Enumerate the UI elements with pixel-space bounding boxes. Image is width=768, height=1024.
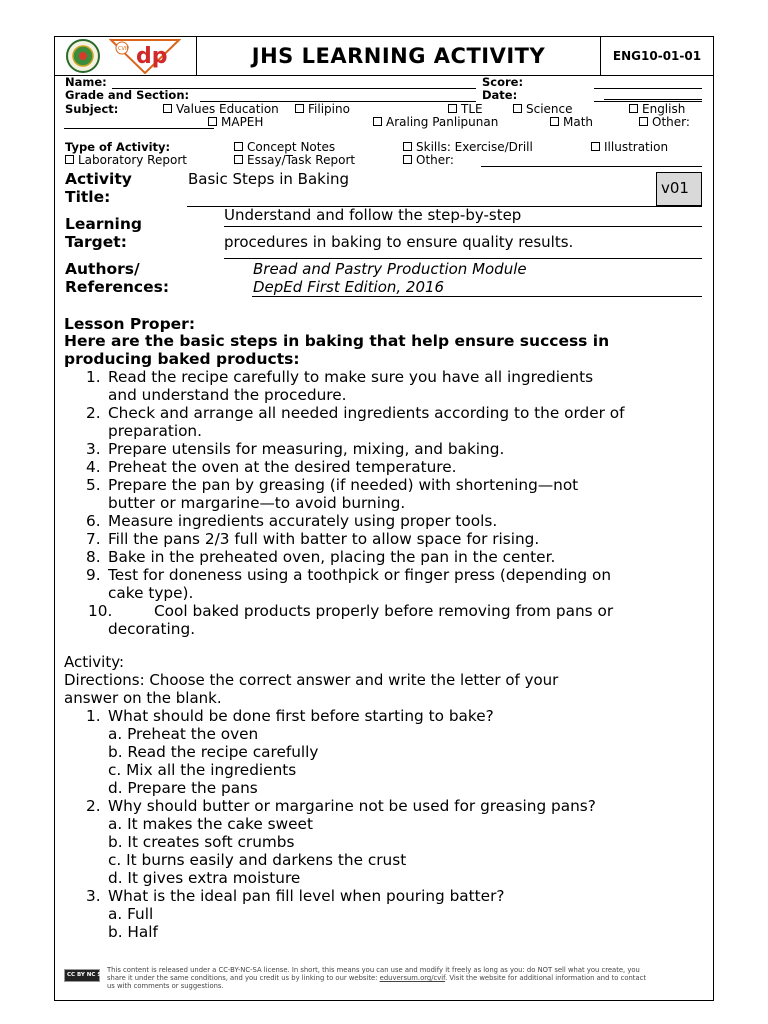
subject-label-text: Araling Panlipunan [386, 115, 499, 129]
subject-label-text: MAPEH [221, 115, 264, 129]
version-box [656, 172, 702, 206]
subject-english[interactable] [629, 102, 685, 116]
type-label-text: Skills: Exercise/Drill [416, 140, 533, 154]
step-number: 6. [86, 512, 101, 530]
step-number: 1. [86, 368, 101, 386]
step-number: 7. [86, 530, 101, 548]
type-illustration[interactable] [591, 140, 668, 154]
learning-target-label-1: Learning [65, 215, 142, 233]
step-number: 9. [86, 566, 101, 584]
type-skills-drill[interactable] [403, 140, 533, 154]
subject-label-text: Filipino [308, 102, 350, 116]
step-text: Read the recipe carefully to make sure you have all ingredients [108, 368, 594, 386]
step-text-continued: butter or margarine—to avoid burning. [108, 494, 406, 512]
authors-top-line [224, 258, 702, 259]
activity-code: ENG10-01-01 [612, 49, 702, 63]
subject-label-text: English [642, 102, 686, 116]
cc-badge-text: CC BY NC SA [67, 972, 106, 978]
version-label: v01 [661, 179, 689, 197]
type-label-text: Laboratory Report [78, 153, 187, 167]
learning-target-label-2: Target: [65, 233, 127, 251]
type-label-text: Essay/Task Report [247, 153, 356, 167]
step-text-continued: cake type). [108, 584, 194, 602]
grade-section-label: Grade and Section: [65, 88, 190, 102]
step-number: 4. [86, 458, 101, 476]
subject-tle[interactable] [448, 102, 483, 116]
name-label: Name: [65, 75, 107, 89]
learning-target-underline [224, 226, 702, 227]
answer-choice: a. It makes the cake sweet [108, 815, 313, 833]
answer-choice: b. Half [108, 923, 158, 941]
lesson-intro-1: Here are the basic steps in baking that help ensure success in [64, 332, 610, 350]
step-text-continued: preparation. [108, 422, 202, 440]
code-cell [600, 36, 714, 76]
checkbox-icon [234, 155, 243, 164]
footer-line-2 [107, 974, 646, 982]
subject-label-text: TLE [461, 102, 483, 116]
step-number: 5. [86, 476, 101, 494]
lesson-intro-2: producing baked products: [64, 350, 300, 368]
question-text: What should be done first before starting to bake? [108, 707, 494, 725]
step-text: Bake in the preheated oven, placing the pan in the center. [108, 548, 556, 566]
subject-araling-panlipunan[interactable] [373, 115, 498, 129]
step-number: 2. [86, 404, 101, 422]
step-text: Prepare utensils for measuring, mixing, and baking. [108, 440, 505, 458]
subject-label: Subject: [65, 102, 119, 116]
answer-choice: c. Mix all the ingredients [108, 761, 297, 779]
step-text-continued: and understand the procedure. [108, 386, 347, 404]
footer-line-1: This content is released under a CC-BY-NC-SA license. In short, this means you can use and modify it freely as long as you: do NOT sell what you create, you [107, 966, 640, 974]
type-label-text: Other: [416, 153, 454, 167]
svg-text:CVIF: CVIF [118, 46, 130, 52]
type-other-line[interactable] [481, 166, 702, 167]
answer-choice: b. It creates soft crumbs [108, 833, 295, 851]
cvif-logo-icon [109, 38, 181, 74]
question-text: What is the ideal pan fill level when pouring batter? [108, 887, 505, 905]
footer-line-2-text: share it under the same conditions, and you credit us by linking to our website: [107, 974, 378, 982]
authors-label-2: References: [65, 278, 170, 296]
title-cell [196, 36, 601, 76]
checkbox-icon [65, 155, 74, 164]
checkbox-icon [403, 142, 412, 151]
footer-line-3: us with comments or suggestions. [107, 982, 224, 990]
subject-math[interactable] [550, 115, 593, 129]
checkbox-icon [550, 117, 559, 126]
footer-link[interactable]: eduversum.org/cvif [379, 974, 446, 982]
checkbox-icon [513, 104, 522, 113]
authors-bottom-line [252, 296, 702, 297]
reference-line-1: Bread and Pastry Production Module [253, 260, 527, 278]
svg-text:dp: dp [136, 44, 168, 69]
step-text: Measure ingredients accurately using proper tools. [108, 512, 498, 530]
subject-label-text: Math [563, 115, 594, 129]
step-text-continued: decorating. [108, 620, 196, 638]
subject-label-text: Other: [652, 115, 690, 129]
page-title: JHS LEARNING ACTIVITY [251, 44, 546, 68]
step-text: Fill the pans 2/3 full with batter to allow space for rising. [108, 530, 540, 548]
checkbox-icon [295, 104, 304, 113]
subject-science[interactable] [513, 102, 573, 116]
step-text: Check and arrange all needed ingredients according to the order of [108, 404, 625, 422]
activity-title-label-2: Title: [65, 188, 111, 206]
answer-choice: a. Full [108, 905, 154, 923]
authors-label-1: Authors/ [65, 260, 140, 278]
answer-choice: a. Preheat the oven [108, 725, 259, 743]
score-line[interactable] [594, 88, 702, 89]
step-text: Cool baked products properly before removing from pans or [154, 602, 614, 620]
date-label: Date: [482, 88, 518, 102]
step-number: 8. [86, 548, 101, 566]
activity-directions-2: answer on the blank. [64, 689, 222, 707]
type-essay-task-report[interactable] [234, 153, 355, 167]
step-text: Preheat the oven at the desired temperature. [108, 458, 457, 476]
activity-type-label: Type of Activity: [65, 140, 171, 154]
type-concept-notes[interactable] [234, 140, 335, 154]
logo-cell [54, 36, 197, 76]
type-other[interactable] [403, 153, 454, 167]
step-text: Test for doneness using a toothpick or finger press (depending on [108, 566, 612, 584]
activity-directions-1: Directions: Choose the correct answer and write the letter of your [64, 671, 559, 689]
subject-label-text: Values Education [176, 102, 279, 116]
answer-choice: d. Prepare the pans [108, 779, 258, 797]
answer-choice: c. It burns easily and darkens the crust [108, 851, 407, 869]
checkbox-icon [234, 142, 243, 151]
activity-heading: Activity: [64, 653, 125, 671]
answer-choice: b. Read the recipe carefully [108, 743, 319, 761]
activity-title-label-1: Activity [65, 170, 132, 188]
subject-label-text: Science [526, 102, 573, 116]
subject-other-line[interactable] [64, 128, 214, 129]
subject-mapeh[interactable] [208, 115, 263, 129]
checkbox-icon [591, 142, 600, 151]
checkbox-icon [639, 117, 648, 126]
school-seal-icon [63, 39, 103, 73]
activity-title-value: Basic Steps in Baking [188, 170, 350, 188]
checkbox-icon [403, 155, 412, 164]
footer-line-2b: . Visit the website for additional information and to contact [445, 974, 647, 982]
subject-other-line-right[interactable] [604, 99, 702, 100]
learning-target-line-2: procedures in baking to ensure quality results. [224, 233, 574, 251]
type-label-text: Illustration [604, 140, 669, 154]
step-text: Prepare the pan by greasing (if needed) with shortening—not [108, 476, 579, 494]
subject-other[interactable] [639, 115, 690, 129]
checkbox-icon [373, 117, 382, 126]
type-laboratory-report[interactable] [65, 153, 187, 167]
checkbox-icon [163, 104, 172, 113]
step-number: 3. [86, 440, 101, 458]
checkbox-icon [448, 104, 457, 113]
score-label: Score: [482, 75, 524, 89]
cc-license-badge [64, 969, 106, 982]
learning-target-line-1: Understand and follow the step-by-step [224, 206, 522, 224]
lesson-heading: Lesson Proper: [64, 315, 196, 333]
question-number: 1. [86, 707, 101, 725]
step-number: 10. [88, 602, 113, 620]
question-number: 2. [86, 797, 101, 815]
subject-filipino[interactable] [295, 102, 350, 116]
reference-line-2: DepEd First Edition, 2016 [253, 278, 445, 296]
subject-values-education[interactable] [163, 102, 279, 116]
type-label-text: Concept Notes [247, 140, 336, 154]
checkbox-icon [629, 104, 638, 113]
license-footer [64, 966, 704, 996]
question-text: Why should butter or margarine not be used for greasing pans? [108, 797, 596, 815]
question-number: 3. [86, 887, 101, 905]
answer-choice: d. It gives extra moisture [108, 869, 301, 887]
checkbox-icon [208, 117, 217, 126]
